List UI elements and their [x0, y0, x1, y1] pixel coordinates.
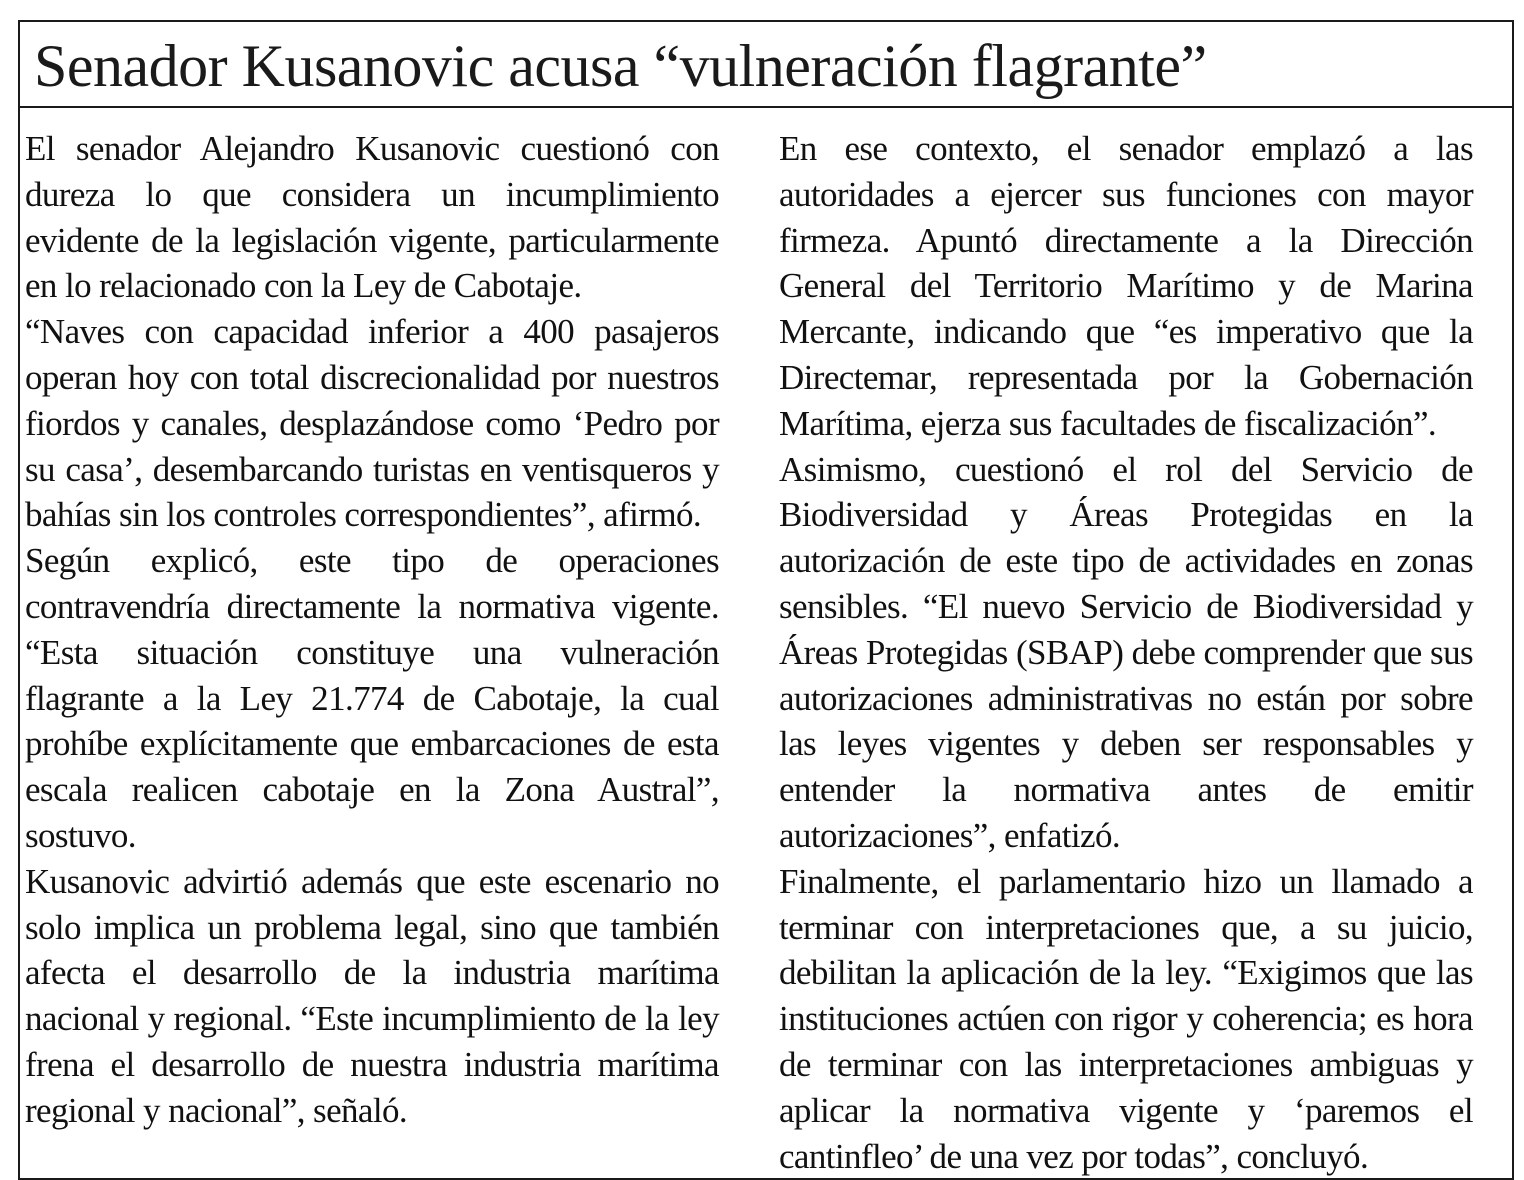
paragraph: Finalmente, el parlamentario hizo un llamado a terminar con interpretaciones que, a su juicio, debilitan la aplicación de la ley. “Exigimos que las instituciones actúen con rigor y coherencia; es hora de terminar con las interpretaciones ambiguas y aplicar la normativa vigente y ‘paremos el cantinfleo’ de una vez por todas”, concluyó. — [779, 861, 1473, 1176]
article-headline: Senador Kusanovic acusa “vulneración flagrante” — [34, 33, 1207, 99]
headline-bar — [20, 22, 1512, 108]
paragraph: Kusanovic advirtió además que este escenario no solo implica un problema legal, sino que también afecta el desarrollo de la industria marítima nacional y regional. “Este incumplimiento de la ley frena el desarrollo de nuestra industria marítima regional y nacional”, señaló. — [25, 861, 719, 1130]
paragraph: En ese contexto, el senador emplazó a las autoridades a ejercer sus funciones con mayor firmeza. Apuntó directamente a la Dirección General del Territorio Marítimo y de Marina Mercante, indicando que “es imperativo que la Directemar, representada por la Gobernación Marítima, ejerza sus facultades de fiscalización”. — [779, 129, 1473, 443]
paragraph: “Naves con capacidad inferior a 400 pasajeros operan hoy con total discrecionalidad por nuestros fiordos y canales, desplazándose como ‘Pedro por su casa’, desembarcando turistas en ventisqueros y bahías sin los controles correspondientes”, afirmó. — [25, 312, 719, 535]
right-column — [779, 126, 1473, 1179]
paragraph: El senador Alejandro Kusanovic cuestionó con dureza lo que considera un incumplimiento evidente de la legislación vigente, particularmente en lo relacionado con la Ley de Cabotaje. — [25, 129, 719, 306]
left-column — [25, 126, 719, 1134]
paragraph: Asimismo, cuestionó el rol del Servicio de Biodiversidad y Áreas Protegidas en la autorización de este tipo de actividades en zonas sensibles. “El nuevo Servicio de Biodiversidad y Áreas Protegidas (SBAP) debe comprender que sus autorizaciones administrativas no están por sobre las leyes vigentes y deben ser responsables y entender la normativa antes de emitir autorizaciones”, enfatizó. — [779, 449, 1473, 855]
paragraph: Según explicó, este tipo de operaciones contravendría directamente la normativa vigente. “Esta situación constituye una vulneración flagrante a la Ley 21.774 de Cabotaje, la cual prohíbe explícitamente que embarcaciones de esta escala realicen cabotaje en la Zona Austral”, sostuvo. — [25, 541, 719, 855]
